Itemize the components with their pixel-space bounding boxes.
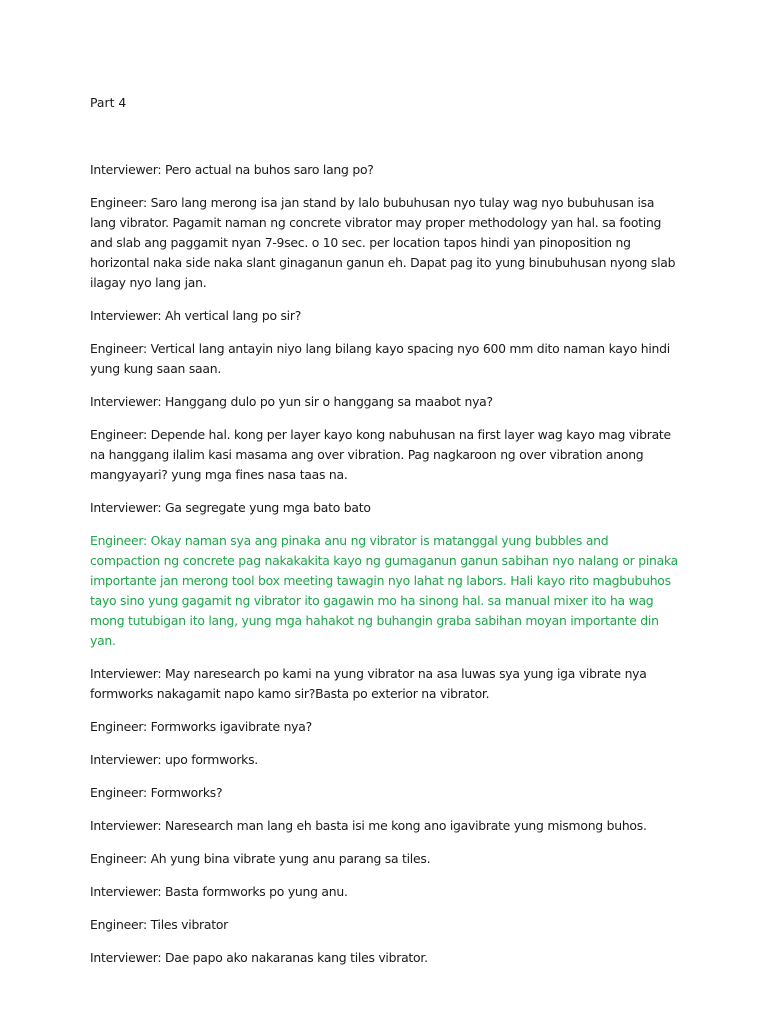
transcript-paragraph: Engineer: Saro lang merong isa jan stand by lalo bubuhusan nyo tulay wag nyo bubuhusan isa lang vibrator. Pagamit naman ng concrete vibrator may proper methodology yan hal. sa footing and slab ang paggamit nyan 7-9sec. o 10 sec. per location tapos hindi yan pinoposition ng horizontal naka side naka slant ginaganun ganun eh. Dapat pag ito yung binubuhusan nyong slab ilagay nyo lang jan.: [90, 195, 676, 290]
transcript-paragraph: Interviewer: Ga segregate yung mga bato bato: [90, 500, 371, 515]
transcript-paragraph: Engineer: Vertical lang antayin niyo lang bilang kayo spacing nyo 600 mm dito naman kayo hindi yung kung saan saan.: [90, 341, 670, 376]
transcript-paragraph: Engineer: Tiles vibrator: [90, 917, 229, 932]
transcript-paragraph: Engineer: Depende hal. kong per layer kayo kong nabuhusan na first layer wag kayo mag vibrate na hanggang ilalim kasi masama ang over vibration. Pag nagkaroon ng over vibration anong mangyayari? yung mga fines nasa taas na.: [90, 427, 671, 482]
transcript-paragraph: Interviewer: upo formworks.: [90, 752, 258, 767]
transcript-paragraph: Interviewer: Hanggang dulo po yun sir o hanggang sa maabot nya?: [90, 394, 493, 409]
transcript-paragraph: Engineer: Ah yung bina vibrate yung anu parang sa tiles.: [90, 851, 431, 866]
highlighted-transcript-paragraph: Engineer: Okay naman sya ang pinaka anu ng vibrator is matanggal yung bubbles and compaction ng concrete pag nakakakita kayo ng gumaganun ganun sabihan nyo nalang or pinaka importante jan merong tool box meeting tawagin nyo lahat ng labors. Hali kayo rito magbubuhos tayo sino yung gagamit ng vibrator ito gagawin mo ha sinong hal. sa manual mixer ito ha wag mong tutubigan ito lang, yung mga hahakot ng buhangin graba sabihan moyan importante din yan.: [90, 533, 679, 648]
transcript-paragraph: Engineer: Formworks igavibrate nya?: [90, 719, 312, 734]
transcript-paragraph: Interviewer: Dae papo ako nakaranas kang tiles vibrator.: [90, 950, 428, 965]
transcript-paragraph: Interviewer: Pero actual na buhos saro lang po?: [90, 162, 374, 177]
transcript-paragraph: Engineer: Formworks?: [90, 785, 223, 800]
transcript-paragraph: Interviewer: Basta formworks po yung anu.: [90, 884, 348, 899]
section-heading: Part 4: [90, 95, 127, 110]
transcript-paragraph: Interviewer: Naresearch man lang eh basta isi me kong ano igavibrate yung mismong buhos.: [90, 818, 647, 833]
transcript-paragraph: Interviewer: Ah vertical lang po sir?: [90, 308, 302, 323]
document-page: [90, 93, 680, 981]
transcript-paragraph: Interviewer: May naresearch po kami na yung vibrator na asa luwas sya yung iga vibrate nya formworks nakagamit napo kamo sir?Basta po exterior na vibrator.: [90, 666, 647, 701]
